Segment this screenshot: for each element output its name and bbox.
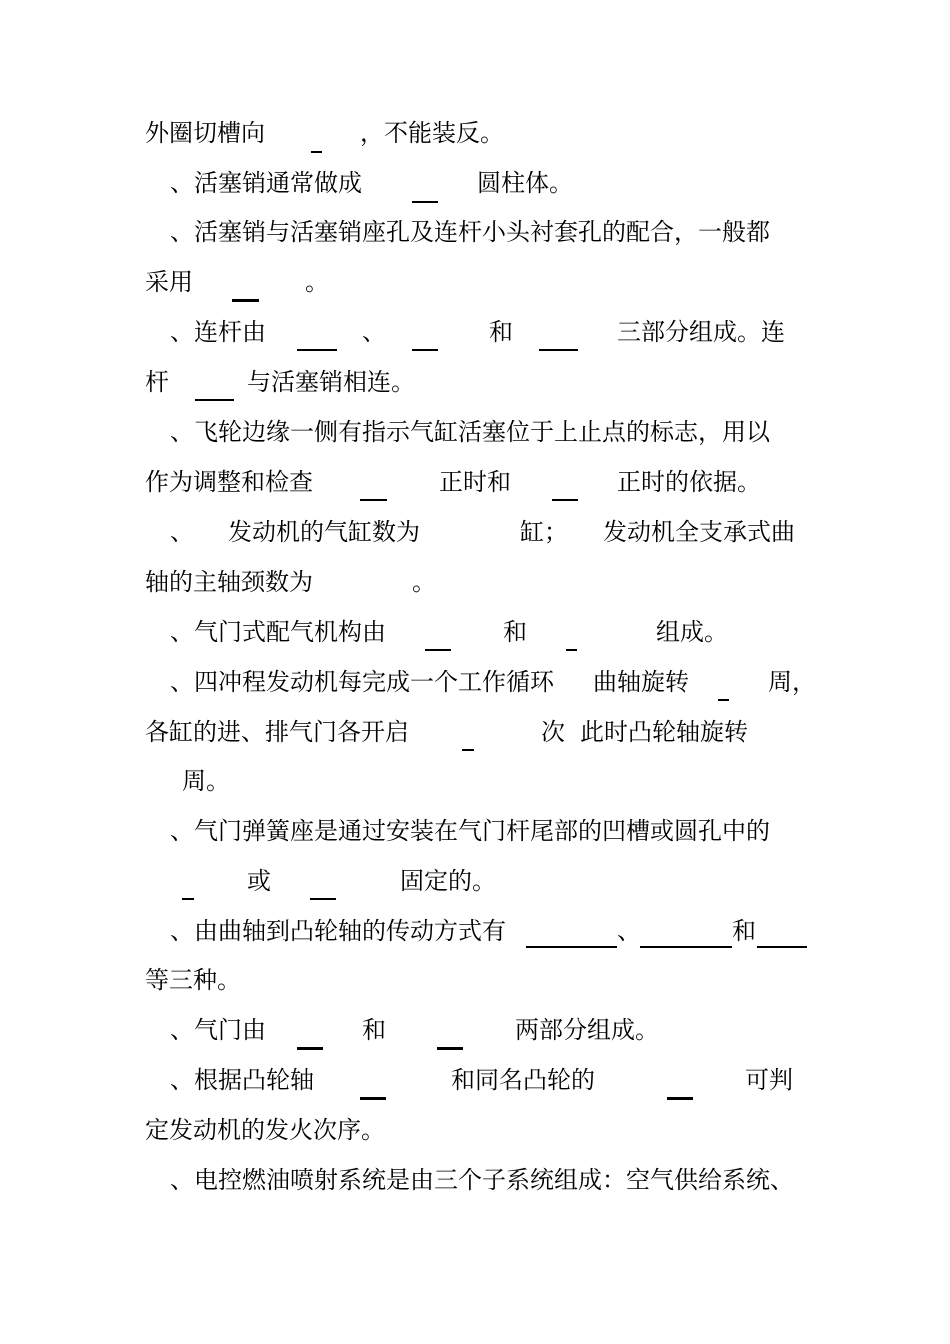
blank-underline	[462, 749, 474, 751]
text-segment: 两部分组成。	[515, 1016, 659, 1044]
text-segment: 三部分组成。连	[617, 318, 785, 346]
blank-underline	[566, 649, 577, 651]
text-segment: 可判	[745, 1066, 793, 1094]
blank-underline	[757, 946, 807, 948]
blank-underline	[297, 349, 337, 351]
text-segment: 和	[489, 318, 513, 346]
text-segment: 作为调整和检查	[145, 468, 313, 496]
blank-underline	[718, 699, 729, 701]
blank-underline	[195, 399, 234, 401]
text-segment: 缸；	[520, 518, 568, 546]
text-segment: 。	[412, 568, 436, 596]
text-segment: 各缸的进、排气门各开启	[145, 718, 409, 746]
text-segment: 和同名凸轮的	[451, 1066, 595, 1094]
text-segment: 、由曲轴到凸轮轴的传动方式有	[170, 917, 506, 945]
text-segment: 圆柱体。	[477, 169, 573, 197]
text-segment: 、活塞销与活塞销座孔及连杆小头衬套孔的配合，一般都	[170, 218, 770, 246]
text-segment: 。	[305, 268, 329, 296]
text-segment: 次	[541, 718, 565, 746]
blank-underline	[552, 499, 578, 501]
blank-underline	[539, 349, 578, 351]
blank-underline	[667, 1097, 693, 1100]
text-segment: 、连杆由	[170, 318, 266, 346]
blank-underline	[526, 946, 617, 948]
blank-underline	[182, 898, 194, 900]
text-segment: ，不能装反。	[360, 119, 504, 147]
blank-underline	[297, 1047, 323, 1050]
text-segment: 发动机的气缸数为	[228, 518, 420, 546]
text-segment: 采用	[145, 268, 193, 296]
blank-underline	[360, 499, 387, 501]
text-segment: 、气门弹簧座是通过安装在气门杆尾部的凹槽或圆孔中的	[170, 817, 770, 845]
text-segment: 、	[617, 917, 641, 945]
text-segment: 、四冲程发动机每完成一个工作循环	[170, 668, 554, 696]
text-segment: 、根据凸轮轴	[170, 1066, 314, 1094]
text-segment: 、气门式配气机构由	[170, 618, 386, 646]
text-segment: 周。	[182, 767, 230, 795]
text-segment: 杆	[145, 368, 169, 396]
blank-underline	[437, 1047, 463, 1050]
text-segment: 、活塞销通常做成	[170, 169, 362, 197]
text-segment: 组成。	[656, 618, 728, 646]
text-segment: 固定的。	[400, 867, 496, 895]
text-segment: 、电控燃油喷射系统是由三个子系统组成：空气供给系统、	[170, 1166, 794, 1194]
text-segment: 或	[247, 867, 271, 895]
text-segment: 正时的依据。	[617, 468, 761, 496]
blank-underline	[232, 299, 259, 302]
text-segment: 、	[170, 518, 194, 546]
text-segment: 、飞轮边缘一侧有指示气缸活塞位于上止点的标志，用以	[170, 418, 770, 446]
blank-underline	[412, 349, 438, 351]
text-segment: 周，	[768, 668, 816, 696]
blank-underline	[311, 151, 322, 153]
text-segment: 轴的主轴颈数为	[145, 568, 313, 596]
text-segment: 曲轴旋转	[593, 668, 689, 696]
blank-underline	[360, 1097, 386, 1100]
text-segment: 等三种。	[145, 966, 241, 994]
blank-underline	[310, 898, 336, 900]
text-segment: 定发动机的发火次序。	[145, 1116, 385, 1144]
blank-underline	[412, 201, 438, 203]
text-segment: 、	[362, 318, 386, 346]
blank-underline	[425, 649, 451, 651]
text-segment: 、气门由	[170, 1016, 266, 1044]
text-segment: 发动机全支承式曲	[603, 518, 795, 546]
text-segment: 外圈切槽向	[145, 119, 265, 147]
text-segment: 与活塞销相连。	[247, 368, 415, 396]
text-segment: 和	[362, 1016, 386, 1044]
text-segment: 和	[732, 917, 756, 945]
text-segment: 和	[503, 618, 527, 646]
text-segment: 此时凸轮轴旋转	[580, 718, 748, 746]
blank-underline	[640, 946, 732, 948]
text-segment: 正时和	[439, 468, 511, 496]
